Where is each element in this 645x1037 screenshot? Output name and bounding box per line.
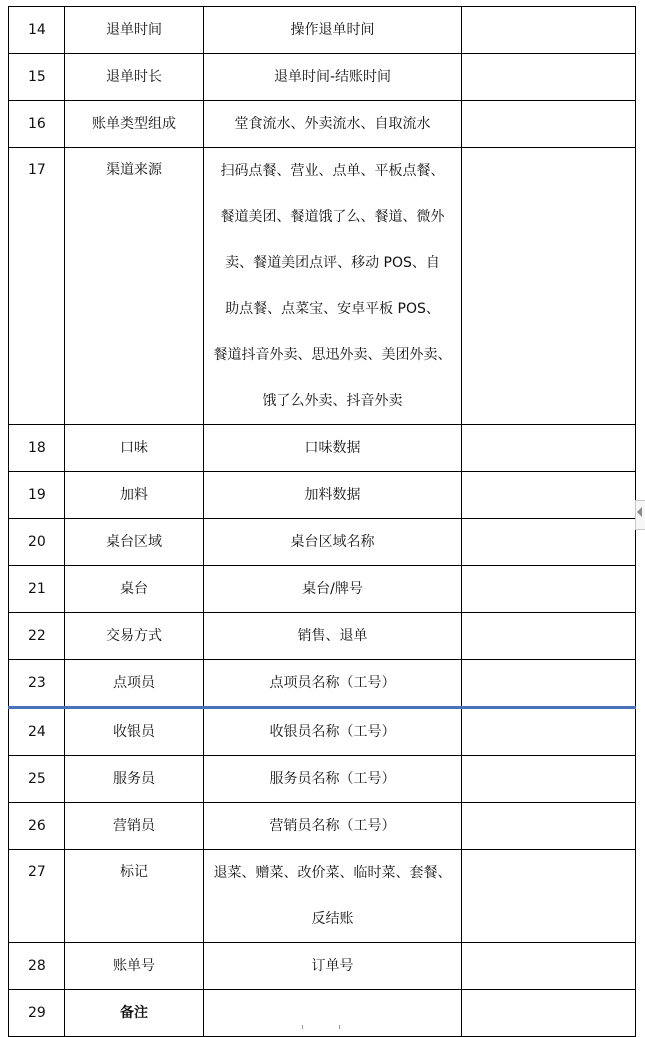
note-cell xyxy=(462,803,636,850)
description-line: 桌台区域名称 xyxy=(290,534,375,550)
field-name: 渠道来源 xyxy=(65,148,204,425)
table-row xyxy=(9,943,636,990)
field-name: 账单号 xyxy=(65,943,204,990)
field-name: 服务员 xyxy=(65,756,204,803)
table-row xyxy=(9,101,636,148)
note-cell xyxy=(462,943,636,990)
description-line: 扫码点餐、营业、点单、平板点餐、 xyxy=(220,163,445,179)
table-row xyxy=(9,613,636,660)
field-name: 退单时间 xyxy=(65,7,204,54)
note-cell xyxy=(462,613,636,660)
field-name: 备注 xyxy=(65,990,204,1037)
table-row xyxy=(9,54,636,101)
row-number: 26 xyxy=(9,803,65,850)
row-number: 29 xyxy=(9,990,65,1037)
field-description xyxy=(204,101,462,148)
row-number: 19 xyxy=(9,472,65,519)
field-name: 收银员 xyxy=(65,708,204,756)
row-number: 21 xyxy=(9,566,65,613)
description-line: 退菜、赠菜、改价菜、临时菜、套餐、 xyxy=(213,865,452,881)
ruler-mark xyxy=(302,1025,303,1029)
chevron-left-icon xyxy=(637,507,642,517)
description-line: 桌台/牌号 xyxy=(302,581,363,597)
description-line: 操作退单时间 xyxy=(290,22,375,38)
field-description xyxy=(204,850,462,943)
note-cell xyxy=(462,708,636,756)
description-line: 餐道抖音外卖、思迅外卖、美团外卖、 xyxy=(213,347,452,363)
note-cell xyxy=(462,7,636,54)
table-row xyxy=(9,425,636,472)
field-description xyxy=(204,148,462,425)
row-number: 25 xyxy=(9,756,65,803)
field-name: 桌台区域 xyxy=(65,519,204,566)
field-name: 点项员 xyxy=(65,660,204,708)
description-line: 反结账 xyxy=(311,911,354,927)
table-row xyxy=(9,803,636,850)
row-number: 28 xyxy=(9,943,65,990)
note-cell xyxy=(462,472,636,519)
row-number: 27 xyxy=(9,850,65,943)
field-name: 加料 xyxy=(65,472,204,519)
note-cell xyxy=(462,660,636,708)
description-line xyxy=(204,990,461,1036)
row-number: 16 xyxy=(9,101,65,148)
row-number: 24 xyxy=(9,708,65,756)
table-row xyxy=(9,850,636,943)
description-line: 点项员名称（工号） xyxy=(269,675,396,691)
field-description xyxy=(204,7,462,54)
field-name: 口味 xyxy=(65,425,204,472)
row-number: 15 xyxy=(9,54,65,101)
description-line: 订单号 xyxy=(311,958,354,974)
side-collapse-handle[interactable] xyxy=(635,500,645,530)
field-description xyxy=(204,613,462,660)
field-name: 标记 xyxy=(65,850,204,943)
description-line: 卖、餐道美团点评、移动 POS、自 xyxy=(225,255,440,271)
table-row xyxy=(9,148,636,425)
row-number: 14 xyxy=(9,7,65,54)
description-line: 饿了么外卖、抖音外卖 xyxy=(262,393,403,409)
table-row xyxy=(9,472,636,519)
field-description xyxy=(204,519,462,566)
description-line: 加料数据 xyxy=(304,487,361,503)
field-description xyxy=(204,803,462,850)
field-description xyxy=(204,660,462,708)
field-name: 交易方式 xyxy=(65,613,204,660)
description-line: 销售、退单 xyxy=(297,628,368,644)
note-cell xyxy=(462,148,636,425)
field-description xyxy=(204,990,462,1037)
row-number: 22 xyxy=(9,613,65,660)
field-description xyxy=(204,425,462,472)
note-cell xyxy=(462,990,636,1037)
row-number: 20 xyxy=(9,519,65,566)
ruler-mark xyxy=(339,1025,340,1029)
note-cell xyxy=(462,101,636,148)
field-description xyxy=(204,566,462,613)
table-row xyxy=(9,566,636,613)
field-name: 桌台 xyxy=(65,566,204,613)
note-cell xyxy=(462,54,636,101)
description-line: 口味数据 xyxy=(304,440,361,456)
field-name: 营销员 xyxy=(65,803,204,850)
note-cell xyxy=(462,850,636,943)
field-definition-table xyxy=(8,6,636,1037)
table-row xyxy=(9,660,636,708)
row-number: 17 xyxy=(9,148,65,425)
field-description xyxy=(204,756,462,803)
field-name: 账单类型组成 xyxy=(65,101,204,148)
field-name: 退单时长 xyxy=(65,54,204,101)
description-line: 退单时间-结账时间 xyxy=(273,69,392,85)
table-row xyxy=(9,756,636,803)
description-line: 服务员名称（工号） xyxy=(269,771,396,787)
row-number: 23 xyxy=(9,660,65,708)
field-description xyxy=(204,708,462,756)
table-row xyxy=(9,990,636,1037)
description-line: 堂食流水、外卖流水、自取流水 xyxy=(234,116,431,132)
field-description xyxy=(204,943,462,990)
note-cell xyxy=(462,425,636,472)
row-number: 18 xyxy=(9,425,65,472)
description-line: 助点餐、点菜宝、安卓平板 POS、 xyxy=(225,301,440,317)
description-line: 餐道美团、餐道饿了么、餐道、微外 xyxy=(220,209,445,225)
table-row xyxy=(9,519,636,566)
note-cell xyxy=(462,756,636,803)
field-description xyxy=(204,472,462,519)
table-row xyxy=(9,7,636,54)
description-line: 收银员名称（工号） xyxy=(269,724,396,740)
table-body xyxy=(9,7,636,1037)
field-description xyxy=(204,54,462,101)
table-row xyxy=(9,708,636,756)
note-cell xyxy=(462,519,636,566)
note-cell xyxy=(462,566,636,613)
description-line: 营销员名称（工号） xyxy=(269,818,396,834)
